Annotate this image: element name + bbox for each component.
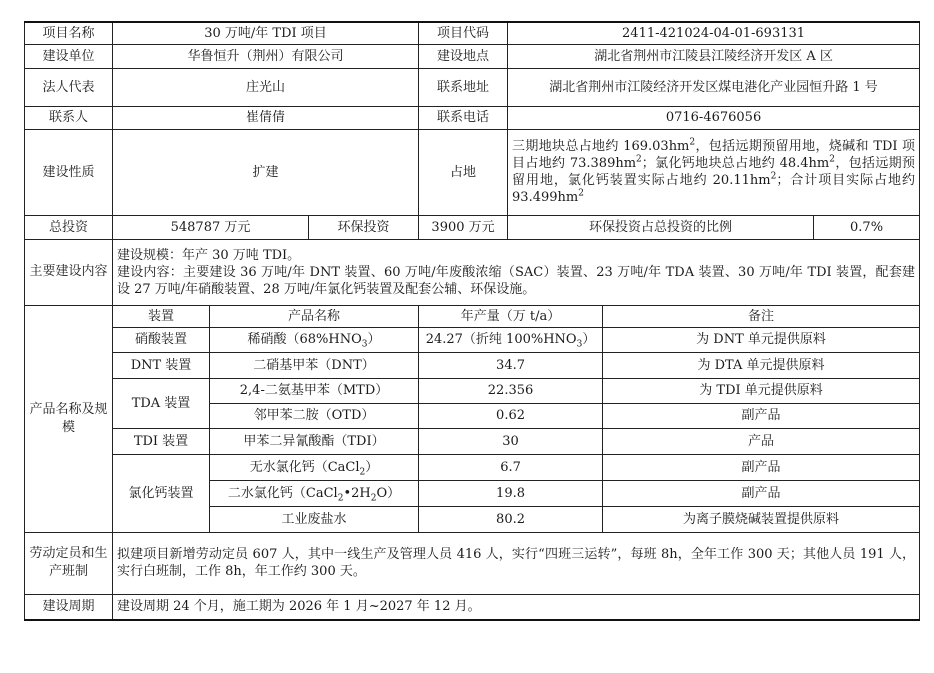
cell-note: 副产品 bbox=[603, 403, 920, 428]
value-location: 湖北省荆州市江陵县江陵经济开发区 A 区 bbox=[508, 44, 920, 68]
cell-device: DNT 装置 bbox=[113, 352, 210, 378]
row-investment bbox=[25, 215, 920, 239]
table-row bbox=[25, 428, 920, 454]
label-total-investment: 总投资 bbox=[25, 215, 113, 239]
header-output: 年产量（万 t/a） bbox=[419, 305, 603, 327]
cell-device: TDA 装置 bbox=[113, 378, 210, 428]
value-address: 湖北省荆州市江陵经济开发区煤电港化产业园恒升路 1 号 bbox=[508, 68, 920, 106]
row-construction-unit bbox=[25, 44, 920, 68]
table-row bbox=[25, 454, 920, 480]
label-project-name: 项目名称 bbox=[25, 22, 113, 44]
cell-product: 甲苯二异氰酸酯（TDI） bbox=[210, 428, 419, 454]
label-location: 建设地点 bbox=[419, 44, 508, 68]
label-address: 联系地址 bbox=[419, 68, 508, 106]
value-phone: 0716-4676056 bbox=[508, 106, 920, 129]
cell-output: 24.27（折纯 $100\%HNO_3$） bbox=[419, 327, 603, 352]
cell-note: 副产品 bbox=[603, 480, 920, 506]
cell-note: 副产品 bbox=[603, 454, 920, 480]
header-note: 备注 bbox=[603, 305, 920, 327]
text-content: 建设内容：主要建设 36 万吨/年 DNT 装置、60 万吨/年废酸浓缩（SAC）装置、23 万吨/年 TDA 装置、30 万吨/年 TDI 装置，配套建设 27 万吨/年硝酸装置、28 万吨/年氯化钙装置及配套公辅、环保设施。 bbox=[117, 264, 916, 297]
label-phone: 联系电话 bbox=[419, 106, 508, 129]
label-contact: 联系人 bbox=[25, 106, 113, 129]
value-env-ratio: 0.7% bbox=[814, 215, 920, 239]
cell-note: 为 DTA 单元提供原料 bbox=[603, 352, 920, 378]
value-labor: 拟建项目新增劳动定员 607 人，其中一线生产及管理人员 416 人，实行“四班三运转”，每班 8h，全年工作 300 天；其他人员 191 人，实行白班制，工作 8h，年工作约 300 天。 bbox=[113, 532, 920, 594]
label-construction-unit: 建设单位 bbox=[25, 44, 113, 68]
value-env-investment: 3900 万元 bbox=[419, 215, 508, 239]
value-main-content bbox=[113, 239, 920, 305]
label-legal-rep: 法人代表 bbox=[25, 68, 113, 106]
label-period: 建设周期 bbox=[25, 594, 113, 620]
row-nature bbox=[25, 129, 920, 215]
label-area: 占地 bbox=[419, 129, 508, 215]
table-row bbox=[25, 327, 920, 352]
cell-product: 二硝基甲苯（DNT） bbox=[210, 352, 419, 378]
value-total-investment: 548787 万元 bbox=[113, 215, 309, 239]
cell-device: 硝酸装置 bbox=[113, 327, 210, 352]
text-scale: 建设规模：年产 30 万吨 TDI。 bbox=[117, 247, 301, 263]
cell-note: 为 DNT 单元提供原料 bbox=[603, 327, 920, 352]
cell-output: 0.62 bbox=[419, 403, 603, 428]
cell-product: 2,4-二氨基甲苯（MTD） bbox=[210, 378, 419, 403]
cell-device: 氯化钙装置 bbox=[113, 454, 210, 532]
cell-product: 二水氯化钙$(CaCl_2•2H_2O)$ bbox=[210, 480, 419, 506]
cell-product: 邻甲苯二胺（OTD） bbox=[210, 403, 419, 428]
value-period: 建设周期 24 个月，施工期为 2026 年 1 月~2027 年 12 月。 bbox=[113, 594, 920, 620]
cell-output: 19.8 bbox=[419, 480, 603, 506]
value-construction-unit: 华鲁恒升（荆州）有限公司 bbox=[113, 44, 419, 68]
row-products-header bbox=[25, 305, 920, 327]
value-area: 三期地块总占地约 $169.03hm^2$，包括远期预留用地，烧碱和 TDI 项目占地约 $73.389hm^2$；氯化钙地块总占地约 $48.4hm^2$，包括远期预留用地，氯化钙装置实际占地约 $20.11hm^2$；合计项目实际占地约 $93.499hm^2$ bbox=[508, 129, 920, 215]
label-nature: 建设性质 bbox=[25, 129, 113, 215]
label-project-code: 项目代码 bbox=[419, 22, 508, 44]
cell-output: 80.2 bbox=[419, 506, 603, 532]
label-products: 产品名称及规模 bbox=[25, 305, 113, 532]
row-project-name bbox=[25, 22, 920, 44]
row-period bbox=[25, 594, 920, 620]
cell-output: 34.7 bbox=[419, 352, 603, 378]
cell-device: TDI 装置 bbox=[113, 428, 210, 454]
cell-product: 无水氯化钙（CaCl$_2$） bbox=[210, 454, 419, 480]
cell-product: 稀硝酸$(68\%HNO_3)$ bbox=[210, 327, 419, 352]
row-main-content bbox=[25, 239, 920, 305]
value-project-name: 30 万吨/年 TDI 项目 bbox=[113, 22, 419, 44]
label-main-content: 主要建设内容 bbox=[25, 239, 113, 305]
header-device: 装置 bbox=[113, 305, 210, 327]
project-info-table bbox=[24, 21, 920, 621]
cell-output: 30 bbox=[419, 428, 603, 454]
value-project-code: 2411-421024-04-01-693131 bbox=[508, 22, 920, 44]
label-env-ratio: 环保投资占总投资的比例 bbox=[508, 215, 814, 239]
cell-output: 6.7 bbox=[419, 454, 603, 480]
cell-note: 产品 bbox=[603, 428, 920, 454]
cell-output: 22.356 bbox=[419, 378, 603, 403]
cell-note: 为离子膜烧碱装置提供原料 bbox=[603, 506, 920, 532]
header-product: 产品名称 bbox=[210, 305, 419, 327]
label-labor: 劳动定员和生产班制 bbox=[25, 532, 113, 594]
value-nature: 扩建 bbox=[113, 129, 419, 215]
row-contact bbox=[25, 106, 920, 129]
row-legal-rep bbox=[25, 68, 920, 106]
label-env-investment: 环保投资 bbox=[309, 215, 419, 239]
cell-product: 工业废盐水 bbox=[210, 506, 419, 532]
table-row bbox=[25, 352, 920, 378]
value-contact: 崔倩倩 bbox=[113, 106, 419, 129]
value-legal-rep: 庄光山 bbox=[113, 68, 419, 106]
table-row bbox=[25, 378, 920, 403]
cell-note: 为 TDI 单元提供原料 bbox=[603, 378, 920, 403]
row-labor bbox=[25, 532, 920, 594]
